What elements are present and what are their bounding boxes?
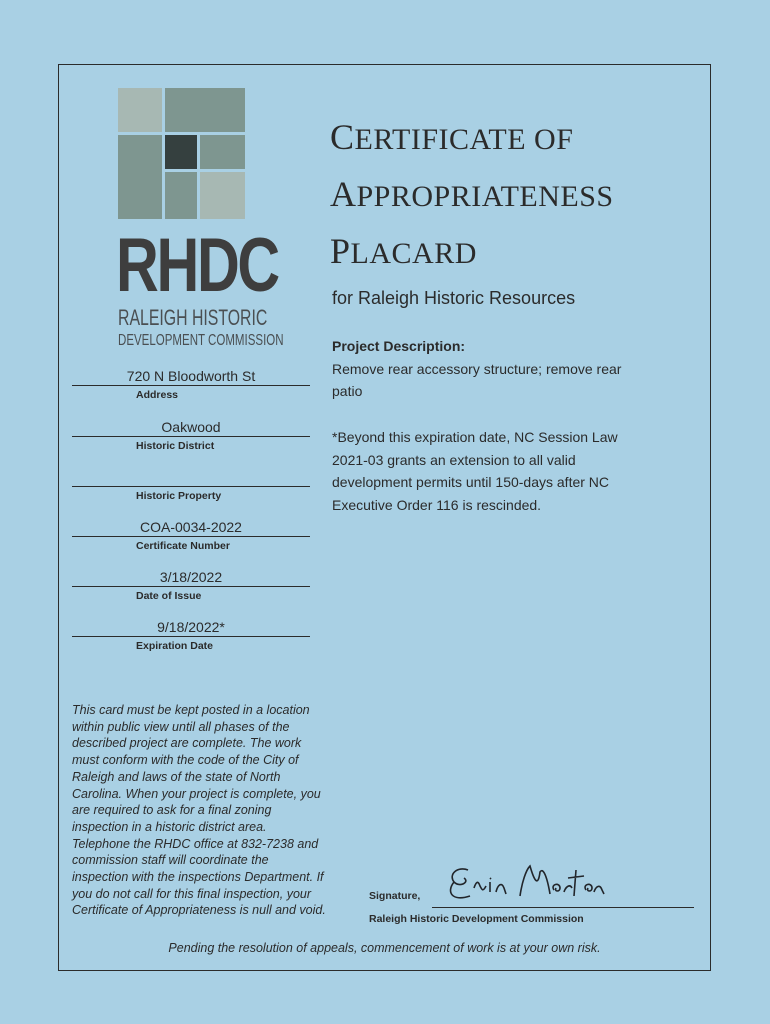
certificate-number-field	[72, 518, 310, 552]
certificate-subtitle: for Raleigh Historic Resources	[332, 288, 576, 308]
field-value: COA-0034-2022	[140, 519, 242, 535]
title-initial: C	[330, 117, 355, 157]
field-value: 9/18/2022*	[157, 619, 225, 635]
title-initial: A	[330, 174, 357, 214]
logo-square	[118, 88, 162, 132]
posting-instructions: This card must be kept posted in a location within public view until all phases of the described project are complete. The work must conform with the code of the City of Raleigh and laws of the state of North Carolina. When your project is complete, you are required to ask for a final zoning inspection in a historic district area. Telephone the RHDC office at 832-7238 and commission staff will coordinate the inspection with the inspections Department. If you do not call for this final inspection, your Certificate of Appropriateness is null and void.	[72, 703, 326, 918]
field-label: Expiration Date	[136, 640, 214, 652]
handwritten-signature	[440, 852, 610, 907]
field-value	[72, 468, 310, 486]
field-label: Certificate Number	[136, 540, 230, 552]
signature-label: Signature,	[369, 890, 421, 902]
field-value: 720 N Bloodworth St	[126, 368, 256, 384]
logo-square	[165, 135, 197, 169]
historic-district-field	[72, 418, 310, 452]
title-initial: P	[330, 231, 351, 271]
date-of-issue-field	[72, 568, 310, 602]
logo-square	[200, 135, 245, 169]
expiration-date-field	[72, 618, 310, 652]
logo-square	[165, 172, 197, 219]
historic-property-field	[72, 468, 310, 502]
field-label: Address	[136, 389, 179, 401]
address-field	[72, 367, 310, 401]
logo-letters: RHDC	[116, 223, 278, 308]
signature-organization: Raleigh Historic Development Commission	[369, 913, 584, 925]
project-description-text: Remove rear accessory structure; remove rear patio	[332, 361, 622, 399]
field-label: Historic Property	[136, 490, 222, 502]
field-value: 3/18/2022	[159, 569, 223, 585]
title-rest: ERTIFICATE OF	[354, 123, 574, 156]
signature-line	[432, 907, 694, 908]
extension-note: *Beyond this expiration date, NC Session Law 2021-03 grants an extension to all valid development permits until 150-days after NC Executive Order 116 is rescinded.	[332, 429, 618, 513]
logo-square	[200, 172, 245, 219]
field-label: Date of Issue	[136, 590, 202, 602]
project-description-label: Project Description:	[332, 338, 466, 354]
certificate-title	[330, 110, 690, 281]
logo-subtitle-line2: DEVELOPMENT COMMISSION	[118, 332, 284, 349]
logo-subtitle-line1: RALEIGH HISTORIC	[118, 305, 268, 330]
logo-square	[165, 88, 245, 132]
appeals-disclaimer: Pending the resolution of appeals, commencement of work is at your own risk.	[168, 941, 601, 955]
logo-square	[118, 135, 162, 219]
field-value: Oakwood	[161, 419, 221, 435]
field-label: Historic District	[136, 440, 215, 452]
title-rest: LACARD	[350, 237, 477, 270]
title-rest: PPROPRIATENESS	[356, 180, 614, 213]
